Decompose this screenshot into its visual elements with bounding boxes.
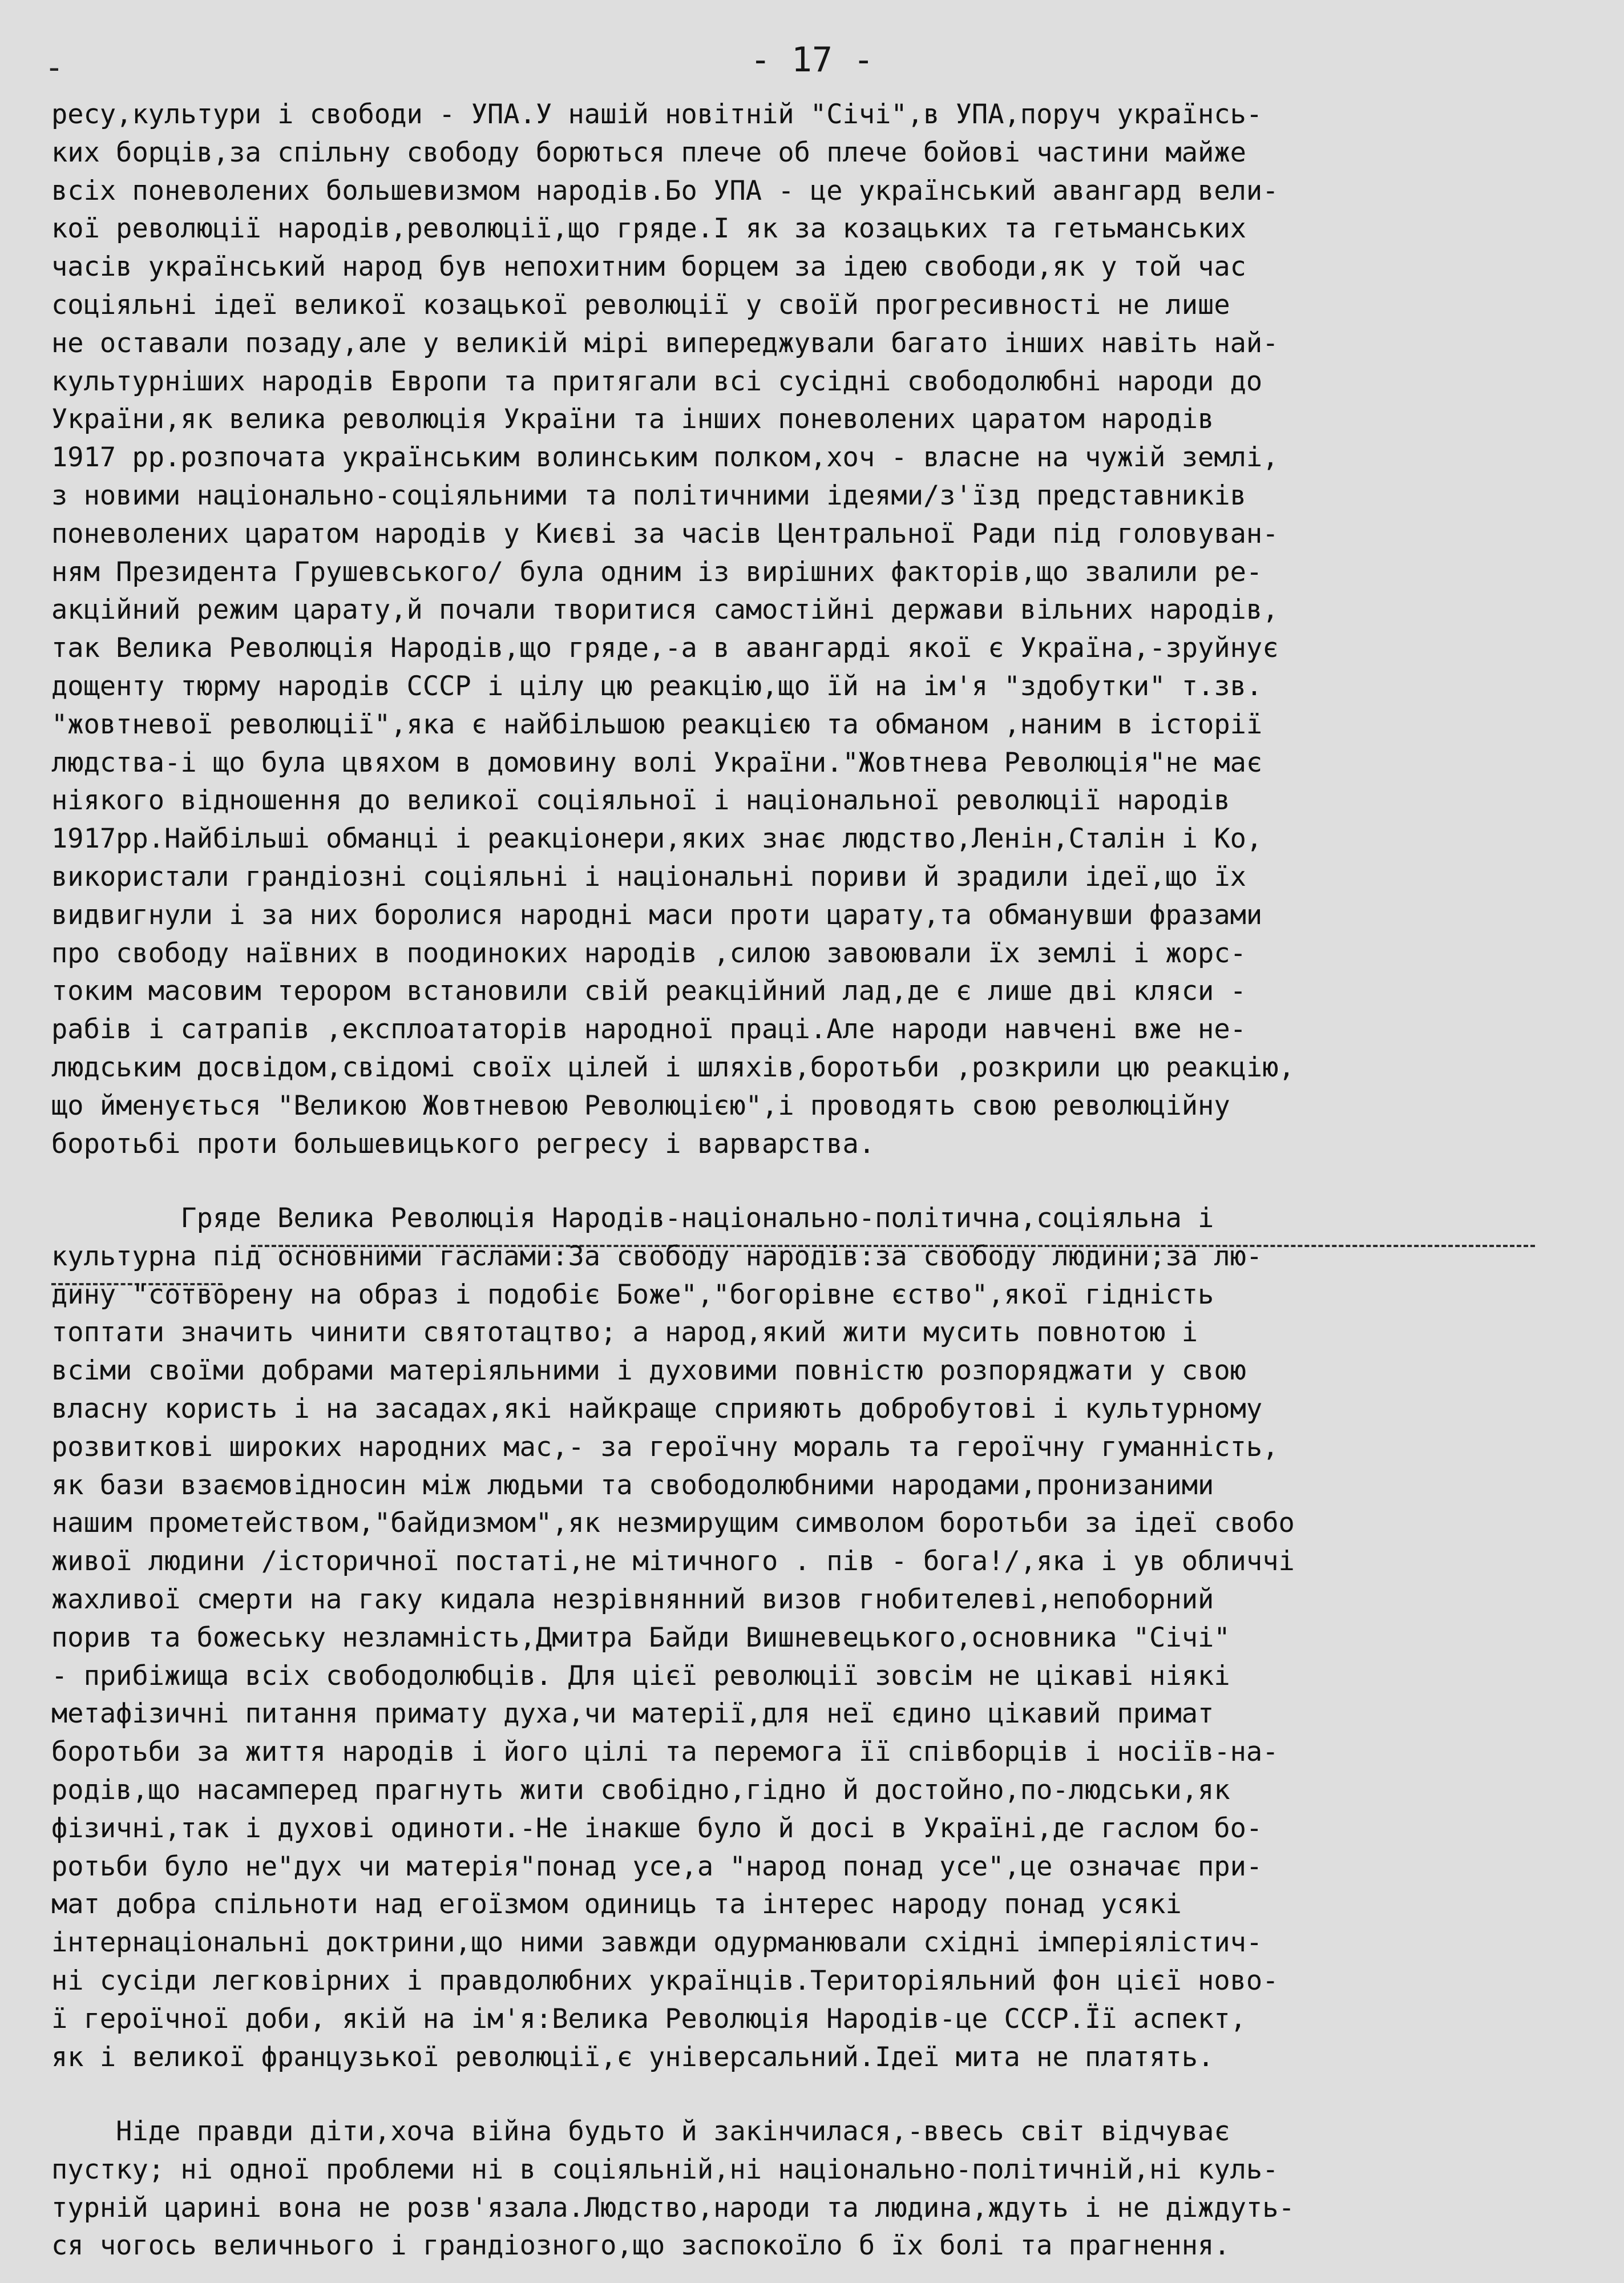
page-number: - 17 - [750,40,874,80]
paragraph-great-revolution-of-peoples: Гряде Велика Революція Народів-національно-політична,соціяльна і культурна під основними гаслами:За свободу народів:за свободу людини;за лю- дину "сотворену на образ і подобіє Боже","богорівне єство",якої гідність топтати значить чинити святотацтво; а народ,який жити мусить повнотою і всіми своїми добрами матеріяльними і духовими повністю розпоряджати у свою власну користь і на засадах,які найкраще сприяють добробутові і культурному розвиткові широких народних мас,- за героїчну мораль та героїчну гуманність, як бази взаємовідносин між людьми та свободолюбними народами,пронизаними нашим прометейством,"байдизмом",як незмирущим символом боротьби за ідеї свобо живої людини /історичної постаті,не мітичного . пів - бога!/,яка і ув обличчі жахливої смерти на гаку кидала незрівнянний визов гнобителеві,непоборний порив та божеську незламність,Дмитра Байди Вишневецького,основника "Січі" - прибіжища всіх свободолюбців. Для цієї революції зовсім не цікаві ніякі метафізичні питання примату духа,чи матерії,для неї єдино цікавий примат боротьби за життя народів і його цілі та перемога її співборців і носіїв-на- родів,що насамперед прагнуть жити свобідно,гідно й достойно,по-людськи,як фізичні,так і духові одиноти.-Не інакше було й досі в Україні,де гаслом бо- ротьби було не"дух чи матерія"понад усе,а "народ понад усе",це означає при- мат добра спільноти над егоїзмом одиниць та інтерес народу понад усякі інтернаціональні доктрини,що ними завжди одурманювали східні імперіялістич- ні сусіди легковірних і правдолюбних українців.Територіяльний фон цієї ново- ї героїчної доби, якій на ім'я:Велика Революція Народів-це СССР.Її аспект, як і великої французької революції,є універсальний.Ідеї мита не платять. [51,1203,1295,2073]
paragraph-world-feels-emptiness: Ніде правди діти,хоча війна будьто й закінчилася,-ввесь світ відчуває пустку; ні одної проблеми ні в соціяльній,ні національно-політичній,ні куль- турній царині вона не розв'язала.Людство,народи та людина,ждуть і не діждуть- ся чогось величнього і грандіозного,що заспокоїло б їх болі та прагнення. [51,2116,1295,2262]
paragraph-upa-revolution: ресу,культури і свободи - УПА.У нашій новітній "Січі",в УПА,поруч українсь- ких борців,за спільну свободу борються плече об плече бойові частини майже всіх поневолених большевизмом народів.Бо УПА - це український авангард вели- кої революції народів,революції,що гряде.І як за козацьких та гетьманських часів український народ був непохитним борцем за ідею свободи,як у той час соціяльні ідеї великої козацької революції у своїй прогресивності не лише не оставали позаду,але у великій мірі випереджували багато інших навіть най- культурніших народів Европи та притягали всі сусідні свободолюбні народи до України,як велика революція України та інших поневолених царатом народів 1917 рр.розпочата українським волинським полком,хоч - власне на чужій землі, з новими національно-соціяльними та політичними ідеями/з'їзд представників поневолених царатом народів у Києві за часів Центральної Ради під головуван- ням Президента Грушевського/ була одним із вирішних факторів,що звалили ре- акційний режим царату,й почали творитися самостійні держави вільних народів, так Велика Революція Народів,що гряде,-а в авангарді якої є Україна,-зруйнує дощенту тюрму народів СССР і цілу цю реакцію,що їй на ім'я "здобутки" т.зв. "жовтневої революції",яка є найбільшою реакцією та обманом ,наним в історії людства-і що була цвяхом в домовину волі України."Жовтнева Революція"не має ніякого відношення до великої соціяльної і національної революції народів 1917рр.Найбільші обманці і реакціонери,яких знає людство,Ленін,Сталін і Ко, використали грандіозні соціяльні і національні пориви й зрадили ідеї,що їх видвигнули і за них боролися народні маси проти царату,та обманувши фразами про свободу наївних в поодиноких народів ,силою завоювали їх землі і жорс- токим масовим терором встановили свій реакційний лад,де є лише дві кляси - рабів і сатрапів ,експлоататорів народної праці.Але народи навчені вже не- людським досвідом,свідомі своїх цілей і шляхів,боротьби ,розкрили цю реакцію, що йменується "Великою Жовтневою Революцією",і проводять свою революційну боротьбі проти большевицького регресу і варварства. [51,99,1295,1160]
margin-dash-mark: - [45,49,64,86]
